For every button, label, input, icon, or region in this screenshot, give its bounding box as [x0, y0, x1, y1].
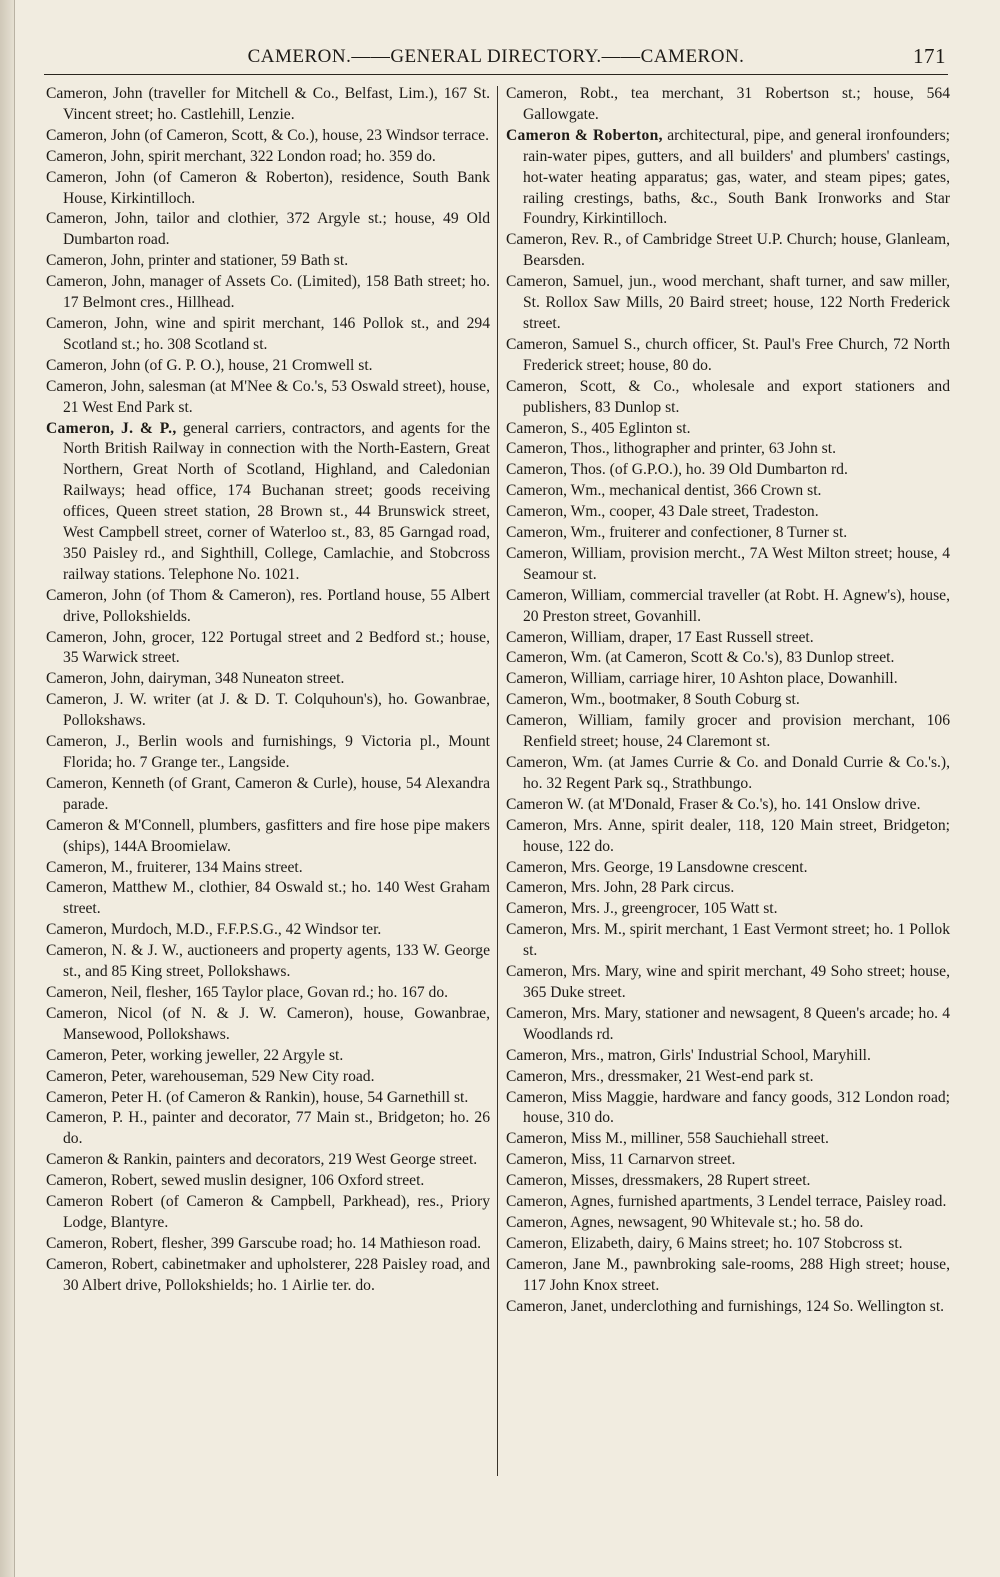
entry-text: Cameron, Mrs. George, 19 Lansdowne crescent. — [506, 858, 808, 876]
directory-entry — [46, 983, 490, 1004]
page-number: 171 — [913, 44, 946, 68]
entry-text: Cameron, Mrs., matron, Girls' Industrial School, Maryhill. — [506, 1046, 871, 1064]
entry-text: Cameron, Thos. (of G.P.O.), ho. 39 Old Dumbarton rd. — [506, 461, 848, 479]
entry-text: Cameron, Agnes, newsagent, 90 Whitevale st.; ho. 58 do. — [506, 1213, 864, 1231]
entry-text: Cameron, Wm., bootmaker, 8 South Coburg st. — [506, 691, 800, 709]
right-column — [506, 84, 950, 1317]
directory-entry — [506, 1192, 950, 1213]
directory-entry — [506, 1129, 950, 1150]
directory-entry — [506, 648, 950, 669]
entry-text: Cameron, M., fruiterer, 134 Mains street. — [46, 858, 303, 876]
directory-entry — [506, 1088, 950, 1130]
entry-text: Cameron, Samuel, jun., wood merchant, shaft turner, and saw miller, St. Rollox Saw Mills, 20 Baird street; house, 122 North Frederick street. — [506, 273, 950, 332]
directory-entry — [46, 1004, 490, 1046]
entry-text: Cameron, Robt., tea merchant, 31 Robertson st.; house, 564 Gallowgate. — [506, 85, 950, 123]
entry-text: Cameron, John, printer and stationer, 59 Bath st. — [46, 252, 349, 270]
directory-entry — [506, 377, 950, 419]
entry-text: Cameron, Wm., cooper, 43 Dale street, Tradeston. — [506, 503, 819, 521]
entry-text: Cameron, Agnes, furnished apartments, 3 Lendel terrace, Paisley road. — [506, 1193, 947, 1211]
directory-entry — [46, 147, 490, 168]
entry-text: Cameron, Wm. (at Cameron, Scott & Co.'s), 83 Dunlop street. — [506, 649, 895, 667]
entry-text: Cameron, Mrs. M., spirit merchant, 1 East Vermont street; ho. 1 Pollok st. — [506, 921, 950, 960]
directory-entry — [506, 1213, 950, 1234]
directory-entry — [506, 1004, 950, 1046]
directory-entry — [46, 419, 490, 586]
directory-entry — [46, 941, 490, 983]
directory-entry — [506, 1046, 950, 1067]
directory-entry — [46, 628, 490, 670]
directory-entry — [46, 84, 490, 126]
directory-entry — [46, 1171, 490, 1192]
directory-page — [44, 40, 948, 1540]
entry-text: general carriers, contractors, and agents for the North British Railway in connection with the North-Eastern, Great Northern, Great North of Scotland, Highland, and Caledonian Railways; head office, 174 Buchanan street; goods receiving offices, Queen street station, 28 Brown st., 44 Brunswick street, West Campbell street, corner of Waterloo st., 83, 85 Garngad road, 350 Paisley rd., and Sighthill, College, Camlachie, and Stobcross railway stations. Telephone No. 1021. — [63, 419, 490, 583]
entry-text: Cameron, John, salesman (at M'Nee & Co.'s, 53 Oswald street), house, 21 West End Park st. — [46, 377, 490, 416]
directory-entry — [46, 878, 490, 920]
entry-text: Cameron, William, commercial traveller (at Robt. H. Agnew's), house, 20 Preston street, Govanhill. — [506, 586, 950, 625]
entry-text: Cameron, William, carriage hirer, 10 Ashton place, Dowanhill. — [506, 670, 898, 688]
entry-text: Cameron, S., 405 Eglinton st. — [506, 419, 691, 437]
directory-entry — [506, 858, 950, 879]
entry-text: Cameron, Wm., fruiterer and confectioner, 8 Turner st. — [506, 524, 848, 542]
entry-text: Cameron, John, spirit merchant, 322 London road; ho. 359 do. — [46, 147, 436, 165]
column-divider — [497, 86, 498, 1476]
directory-entry — [506, 1234, 950, 1255]
book-binding-edge — [0, 0, 15, 1577]
left-column — [46, 84, 490, 1297]
directory-entry — [46, 669, 490, 690]
entry-text: Cameron, P. H., painter and decorator, 77 Main st., Bridgeton; ho. 26 do. — [46, 1109, 490, 1148]
entry-text: Cameron, Wm., mechanical dentist, 366 Crown st. — [506, 482, 822, 500]
directory-entry — [46, 920, 490, 941]
directory-entry — [46, 126, 490, 147]
directory-entry — [46, 356, 490, 377]
directory-entry — [506, 481, 950, 502]
entry-text: Cameron, Mrs. Mary, stationer and newsagent, 8 Queen's arcade; ho. 4 Woodlands rd. — [506, 1004, 950, 1043]
directory-entry — [506, 795, 950, 816]
directory-entry — [506, 690, 950, 711]
directory-entry — [506, 1171, 950, 1192]
entry-text: Cameron, Jane M., pawnbroking sale-rooms, 288 High street; house, 117 John Knox street. — [506, 1255, 950, 1294]
entry-bold-name: Cameron, J. & P., — [46, 419, 177, 437]
entry-bold-name: Cameron & Roberton, — [506, 126, 663, 144]
directory-entry — [506, 272, 950, 335]
entry-text: Cameron & Rankin, painters and decorators, 219 West George street. — [46, 1151, 478, 1169]
directory-entry — [46, 816, 490, 858]
entry-text: Cameron, Janet, underclothing and furnishings, 124 So. Wellington st. — [506, 1297, 945, 1315]
directory-entry — [46, 858, 490, 879]
directory-entry — [506, 962, 950, 1004]
directory-entry — [46, 1255, 490, 1297]
directory-entry — [506, 502, 950, 523]
directory-entry — [46, 690, 490, 732]
running-header — [44, 40, 948, 74]
directory-entry — [46, 168, 490, 210]
entry-text: Cameron, Elizabeth, dairy, 6 Mains street; ho. 107 Stobcross st. — [506, 1234, 903, 1252]
entry-text: Cameron, Mrs. Anne, spirit dealer, 118, 120 Main street, Bridgeton; house, 122 do. — [506, 816, 950, 855]
entry-text: Cameron, William, draper, 17 East Russell street. — [506, 628, 814, 646]
directory-entry — [46, 314, 490, 356]
entry-text: Cameron, John (of Cameron, Scott, & Co.), house, 23 Windsor terrace. — [46, 126, 489, 144]
directory-entry — [506, 816, 950, 858]
directory-entry — [46, 1192, 490, 1234]
directory-entry — [506, 753, 950, 795]
entry-text: Cameron, John (traveller for Mitchell & Co., Belfast, Lim.), 167 St. Vincent street; ho. Castlehill, Lenzie. — [46, 85, 490, 123]
directory-entry — [46, 732, 490, 774]
entry-text: Cameron, John (of Cameron & Roberton), residence, South Bank House, Kirkintilloch. — [46, 168, 490, 207]
directory-entry — [46, 774, 490, 816]
directory-entry — [46, 1108, 490, 1150]
directory-entry — [506, 628, 950, 649]
directory-entry — [46, 1234, 490, 1255]
entry-text: Cameron & M'Connell, plumbers, gasfitters and fire hose pipe makers (ships), 144A Broomielaw. — [46, 816, 490, 855]
entry-text: Cameron, Peter, working jeweller, 22 Argyle st. — [46, 1046, 344, 1064]
directory-entry — [506, 1255, 950, 1297]
directory-entry — [506, 84, 950, 126]
directory-columns — [44, 84, 948, 1540]
entry-text: Cameron, Peter, warehouseman, 529 New City road. — [46, 1067, 375, 1085]
entry-text: Cameron, John (of G. P. O.), house, 21 Cromwell st. — [46, 356, 373, 374]
entry-text: Cameron, William, family grocer and provision merchant, 106 Renfield street; house, 24 Claremont st. — [506, 712, 950, 751]
directory-entry — [46, 377, 490, 419]
entry-text: Cameron, J., Berlin wools and furnishings, 9 Victoria pl., Mount Florida; ho. 7 Grange ter., Langside. — [46, 733, 490, 771]
entry-text: Cameron, Mrs. Mary, wine and spirit merchant, 49 Soho street; house, 365 Duke street. — [506, 963, 950, 1001]
entry-text: Cameron, Murdoch, M.D., F.F.P.S.G., 42 Windsor ter. — [46, 921, 382, 939]
directory-entry — [506, 669, 950, 690]
entry-text: Cameron, Peter H. (of Cameron & Rankin), house, 54 Garnethill st. — [46, 1088, 469, 1106]
entry-text: Cameron, N. & J. W., auctioneers and property agents, 133 W. George st., and 85 King street, Pollokshaws. — [46, 942, 490, 981]
directory-entry — [46, 272, 490, 314]
entry-text: Cameron, Nicol (of N. & J. W. Cameron), house, Gowanbrae, Mansewood, Pollokshaws. — [46, 1004, 490, 1043]
directory-entry — [46, 1046, 490, 1067]
directory-entry — [506, 460, 950, 481]
entry-text: Cameron, John, grocer, 122 Portugal street and 2 Bedford st.; house, 35 Warwick street. — [46, 628, 490, 667]
directory-entry — [506, 920, 950, 962]
directory-entry — [506, 126, 950, 231]
directory-entry — [506, 878, 950, 899]
entry-text: Cameron, John, manager of Assets Co. (Limited), 158 Bath street; ho. 17 Belmont cres., Hillhead. — [46, 273, 490, 312]
entry-text: Cameron, Mrs. John, 28 Park circus. — [506, 879, 735, 897]
entry-text: architectural, pipe, and general ironfounders; rain-water pipes, gutters, and all builders' and plumbers' castings, hot-water heating apparatus; gas, water, and steam pipes; gates, railing crestings, baths, &c., South Bank Ironworks and Star Foundry, Kirkintilloch. — [523, 126, 950, 228]
entry-text: Cameron, Mrs., dressmaker, 21 West-end park st. — [506, 1067, 814, 1085]
directory-entry — [506, 335, 950, 377]
directory-entry — [506, 419, 950, 440]
directory-entry — [506, 1067, 950, 1088]
entry-text: Cameron, John, tailor and clothier, 372 Argyle st.; house, 49 Old Dumbarton road. — [46, 210, 490, 249]
entry-text: Cameron, Rev. R., of Cambridge Street U.P. Church; house, Glanleam, Bearsden. — [506, 231, 950, 270]
directory-entry — [506, 711, 950, 753]
directory-entry — [46, 586, 490, 628]
entry-text: Cameron, William, provision mercht., 7A West Milton street; house, 4 Seamour st. — [506, 544, 950, 583]
entry-text: Cameron, Thos., lithographer and printer, 63 John st. — [506, 440, 836, 458]
directory-entry — [506, 1150, 950, 1171]
entry-text: Cameron, Miss, 11 Carnarvon street. — [506, 1151, 736, 1169]
entry-text: Cameron, Wm. (at James Currie & Co. and Donald Currie & Co.'s.), ho. 32 Regent Park sq., Strathbungo. — [506, 754, 950, 792]
directory-entry — [506, 1297, 950, 1318]
entry-text: Cameron, Mrs. J., greengrocer, 105 Watt st. — [506, 900, 778, 918]
entry-text: Cameron, Robert, flesher, 399 Garscube road; ho. 14 Mathieson road. — [46, 1234, 482, 1252]
entry-text: Cameron, Robert, sewed muslin designer, 106 Oxford street. — [46, 1172, 425, 1190]
directory-entry — [506, 439, 950, 460]
directory-entry — [46, 1088, 490, 1109]
entry-text: Cameron W. (at M'Donald, Fraser & Co.'s), ho. 141 Onslow drive. — [506, 795, 921, 813]
entry-text: Cameron, Miss M., milliner, 558 Sauchiehall street. — [506, 1130, 829, 1148]
entry-text: Cameron, Matthew M., clothier, 84 Oswald st.; ho. 140 West Graham street. — [46, 879, 490, 918]
entry-text: Cameron, Robert, cabinetmaker and upholsterer, 228 Paisley road, and 30 Albert drive, Pollokshields; ho. 1 Airlie ter. do. — [46, 1255, 490, 1294]
directory-entry — [506, 544, 950, 586]
entry-text: Cameron, John, dairyman, 348 Nuneaton street. — [46, 670, 345, 688]
directory-entry — [506, 586, 950, 628]
entry-text: Cameron Robert (of Cameron & Campbell, Parkhead), res., Priory Lodge, Blantyre. — [46, 1193, 490, 1231]
header-rule — [44, 74, 948, 75]
entry-text: Cameron, Miss Maggie, hardware and fancy goods, 312 London road; house, 310 do. — [506, 1088, 950, 1127]
entry-text: Cameron, John (of Thom & Cameron), res. Portland house, 55 Albert drive, Pollokshields. — [46, 586, 490, 625]
directory-entry — [46, 251, 490, 272]
directory-entry — [506, 523, 950, 544]
entry-text: Cameron, Scott, & Co., wholesale and export stationers and publishers, 83 Dunlop st. — [506, 377, 950, 416]
directory-entry — [46, 1150, 490, 1171]
entry-text: Cameron, Kenneth (of Grant, Cameron & Curle), house, 54 Alexandra parade. — [46, 774, 490, 813]
entry-text: Cameron, Misses, dressmakers, 28 Rupert street. — [506, 1172, 811, 1190]
directory-entry — [46, 209, 490, 251]
entry-text: Cameron, Samuel S., church officer, St. Paul's Free Church, 72 North Frederick street; house, 80 do. — [506, 335, 950, 374]
entry-text: Cameron, J. W. writer (at J. & D. T. Colquhoun's), ho. Gowanbrae, Pollokshaws. — [46, 691, 490, 730]
directory-entry — [506, 230, 950, 272]
entry-text: Cameron, John, wine and spirit merchant, 146 Pollok st., and 294 Scotland st.; ho. 308 Scotland st. — [46, 314, 490, 353]
entry-text: Cameron, Neil, flesher, 165 Taylor place, Govan rd.; ho. 167 do. — [46, 983, 449, 1001]
directory-entry — [46, 1067, 490, 1088]
running-title: CAMERON.——GENERAL DIRECTORY.——CAMERON. — [247, 46, 745, 67]
directory-entry — [506, 899, 950, 920]
